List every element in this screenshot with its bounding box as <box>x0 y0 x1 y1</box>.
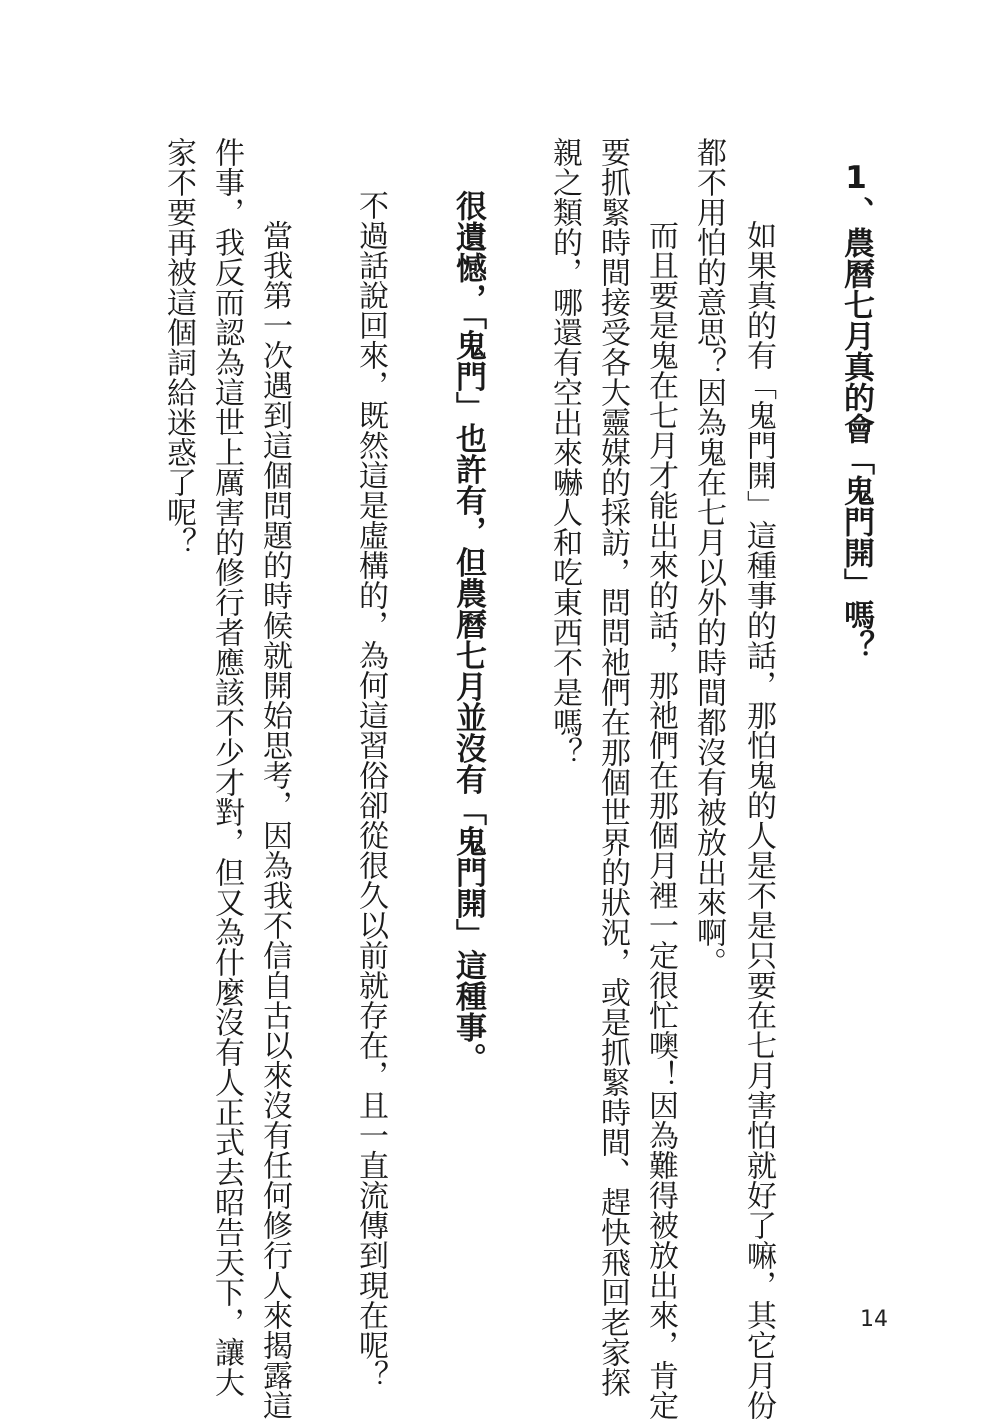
paragraph-1-line-1: 如果真的有「鬼門開」這種事的話，那怕鬼的人是不是只要在七月害怕就好了嘛，其它月份 <box>741 190 776 1420</box>
page-number: 14 <box>860 1307 888 1332</box>
paragraph-3-line-1: 不過話說回來，既然這是虛構的，為何這習俗卻從很久以前就存在，且一直流傳到現在呢？ <box>353 190 388 1390</box>
paragraph-2-line-2: 要抓緊時間接受各大靈媒的採訪，問問祂們在那個世界的狀況，或是抓緊時間、趕快飛回老家探 <box>595 137 630 1397</box>
paragraph-4-line-1: 當我第一次遇到這個問題的時候就開始思考，因為我不信自古以來沒有任何修行人來揭露這 <box>257 190 292 1420</box>
paragraph-4-line-2: 件事，我反而認為這世上厲害的修行者應該不少才對，但又為什麼沒有人正式去昭告天下，讓大 <box>209 137 244 1397</box>
chapter-heading: 1、農曆七月真的會「鬼門開」嗎？ <box>838 160 874 661</box>
paragraph-2-line-3: 親之類的，哪還有空出來嚇人和吃東西不是嗎？ <box>547 137 582 767</box>
paragraph-4-line-3: 家不要再被這個詞給迷惑了呢？ <box>161 137 196 557</box>
paragraph-1-line-2: 都不用怕的意思？因為鬼在七月以外的時間都沒有被放出來啊。 <box>691 137 726 977</box>
paragraph-2-line-1: 而且要是鬼在七月才能出來的話，那祂們在那個月裡一定很忙噢！因為難得被放出來，肯定 <box>643 190 678 1420</box>
emphasis-statement: 很遺憾，「鬼門」也許有，但農曆七月並沒有「鬼門開」這種事。 <box>450 190 486 1074</box>
